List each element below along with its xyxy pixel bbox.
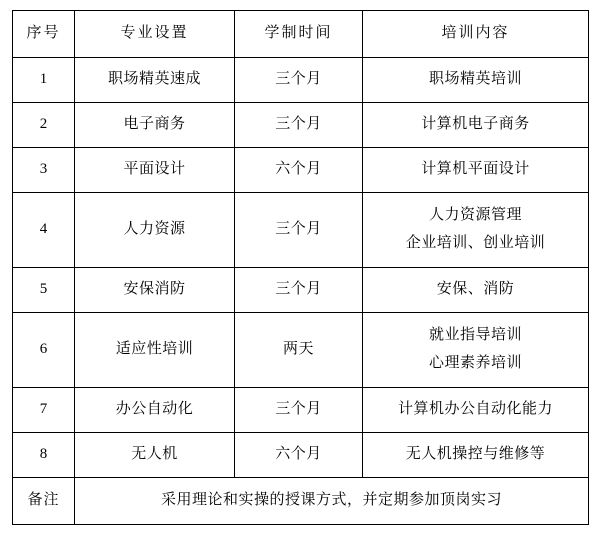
content-line: 企业培训、创业培训 (405, 235, 546, 251)
cell-major: 适应性培训 (75, 313, 235, 388)
content-line: 计算机电子商务 (421, 116, 530, 133)
table-body (13, 58, 589, 525)
cell-major: 无人机 (75, 433, 235, 478)
table-row (13, 193, 589, 268)
cell-duration: 三个月 (235, 388, 363, 433)
content-line: 计算机平面设计 (421, 161, 530, 178)
table-row (13, 268, 589, 313)
cell-content (363, 433, 589, 478)
cell-no: 4 (13, 193, 75, 268)
column-header-major: 专业设置 (75, 11, 235, 58)
column-header-duration: 学制时间 (235, 11, 363, 58)
cell-major: 职场精英速成 (75, 58, 235, 103)
content-line: 心理素养培训 (428, 355, 522, 371)
content-line: 计算机办公自动化能力 (397, 401, 553, 418)
content-line: 人力资源管理 (428, 207, 522, 224)
cell-content (363, 313, 589, 388)
cell-duration: 六个月 (235, 148, 363, 193)
remark-row (13, 478, 589, 525)
cell-content (363, 58, 589, 103)
cell-no: 3 (13, 148, 75, 193)
table-row (13, 313, 589, 388)
cell-duration: 三个月 (235, 268, 363, 313)
content-lines (367, 441, 584, 469)
cell-major: 电子商务 (75, 103, 235, 148)
cell-content (363, 193, 589, 268)
column-header-content: 培训内容 (363, 11, 589, 58)
cell-duration: 三个月 (235, 58, 363, 103)
cell-duration: 三个月 (235, 103, 363, 148)
content-line: 就业指导培训 (428, 327, 522, 344)
content-line: 无人机操控与维修等 (405, 446, 546, 463)
cell-duration: 六个月 (235, 433, 363, 478)
column-header-no: 序号 (13, 11, 75, 58)
content-line: 职场精英培训 (428, 71, 522, 88)
content-lines (367, 156, 584, 184)
table-row (13, 58, 589, 103)
table-row (13, 148, 589, 193)
cell-major: 办公自动化 (75, 388, 235, 433)
content-line: 安保、消防 (436, 281, 515, 298)
curriculum-table (12, 10, 589, 525)
cell-no: 1 (13, 58, 75, 103)
cell-no: 6 (13, 313, 75, 388)
cell-content (363, 103, 589, 148)
content-lines (367, 111, 584, 139)
cell-duration: 两天 (235, 313, 363, 388)
cell-content (363, 148, 589, 193)
cell-no: 8 (13, 433, 75, 478)
table-row (13, 103, 589, 148)
content-lines (367, 396, 584, 424)
cell-duration: 三个月 (235, 193, 363, 268)
content-lines (367, 276, 584, 304)
cell-major: 人力资源 (75, 193, 235, 268)
remark-text: 采用理论和实操的授课方式，并定期参加顶岗实习 (75, 478, 589, 525)
cell-no: 7 (13, 388, 75, 433)
remark-label: 备注 (13, 478, 75, 525)
content-lines (367, 322, 584, 378)
table-header-row (13, 11, 589, 58)
cell-major: 平面设计 (75, 148, 235, 193)
content-lines (367, 202, 584, 258)
table-row (13, 433, 589, 478)
cell-major: 安保消防 (75, 268, 235, 313)
cell-no: 2 (13, 103, 75, 148)
table-header (13, 11, 589, 58)
content-lines (367, 66, 584, 94)
cell-content (363, 268, 589, 313)
cell-content (363, 388, 589, 433)
cell-no: 5 (13, 268, 75, 313)
table-row (13, 388, 589, 433)
